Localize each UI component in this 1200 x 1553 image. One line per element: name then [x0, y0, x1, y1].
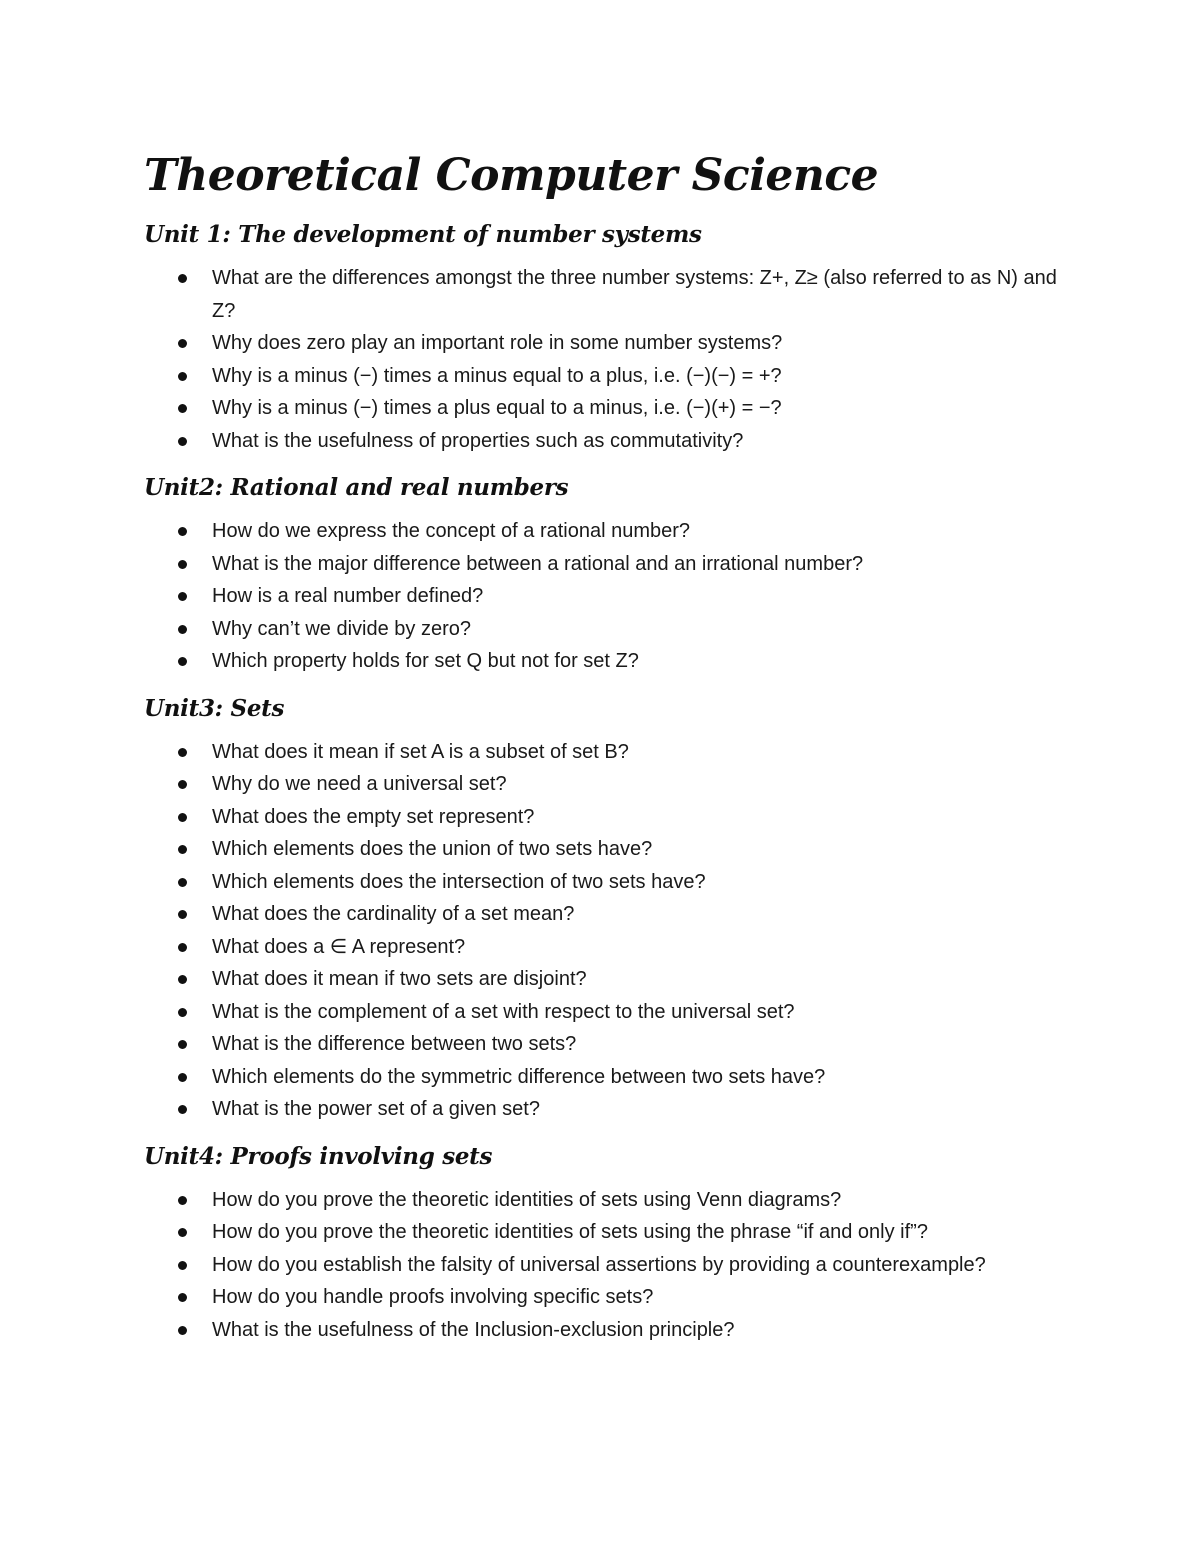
- list-item-text: Why is a minus (−) times a plus equal to a minus, i.e. (−)(+) = −?: [212, 397, 782, 419]
- list-item: [144, 736, 1080, 769]
- list-item-text: What is the power set of a given set?: [212, 1098, 540, 1120]
- list-item: [144, 580, 1080, 613]
- bullet-icon: [178, 1073, 187, 1082]
- bullet-icon: [178, 910, 187, 919]
- list-item: [144, 866, 1080, 899]
- list-item: [144, 996, 1080, 1029]
- list-item: [144, 1314, 1080, 1347]
- list-item-text: What does it mean if two sets are disjoint?: [212, 968, 587, 990]
- list-item-text: What is the difference between two sets?: [212, 1033, 577, 1055]
- list-item: [144, 613, 1080, 646]
- list-item-text: How is a real number defined?: [212, 585, 484, 607]
- list-item-text: Why can’t we divide by zero?: [212, 617, 472, 640]
- bullet-icon: [178, 1228, 187, 1237]
- list-item: [144, 1184, 1080, 1217]
- list-item-text: How do we express the concept of a rational number?: [212, 520, 691, 542]
- bullet-icon: [178, 527, 187, 536]
- section-heading: Unit2: Rational and real numbers: [144, 474, 569, 501]
- list-item: [144, 931, 1080, 964]
- list-item-text: Why do we need a universal set?: [212, 773, 507, 795]
- bullet-icon: [178, 592, 187, 601]
- list-item-text: What does a ∈ A represent?: [212, 935, 466, 958]
- bullet-icon: [178, 1261, 187, 1270]
- bullet-icon: [178, 1040, 187, 1049]
- list-item: [144, 360, 1080, 393]
- list-item: [144, 1093, 1080, 1126]
- bullet-icon: [178, 943, 187, 952]
- bullet-icon: [178, 404, 187, 413]
- bullet-list: [144, 736, 1080, 1126]
- list-item: [144, 515, 1080, 548]
- list-item: [144, 1028, 1080, 1061]
- list-item-text: Why does zero play an important role in some number systems?: [212, 332, 783, 354]
- list-item: [144, 963, 1080, 996]
- bullet-icon: [178, 1105, 187, 1114]
- list-item-text: How do you prove the theoretic identities of sets using Venn diagrams?: [212, 1188, 842, 1211]
- list-item-text: What is the complement of a set with respect to the universal set?: [212, 1000, 795, 1023]
- list-item: [144, 262, 1080, 327]
- bullet-icon: [178, 274, 187, 283]
- list-item: [144, 898, 1080, 931]
- list-item-text: Which property holds for set Q but not for set Z?: [212, 650, 639, 672]
- bullet-icon: [178, 437, 187, 446]
- bullet-icon: [178, 339, 187, 348]
- list-item: [144, 1216, 1080, 1249]
- list-item: [144, 1281, 1080, 1314]
- bullet-icon: [178, 780, 187, 789]
- list-item: [144, 833, 1080, 866]
- list-item-text: Which elements does the intersection of two sets have?: [212, 870, 706, 893]
- bullet-icon: [178, 748, 187, 757]
- list-item-text: What does it mean if set A is a subset of set B?: [212, 740, 629, 763]
- list-item-text: What is the usefulness of properties such as commutativity?: [212, 429, 744, 452]
- section-heading: Unit4: Proofs involving sets: [144, 1142, 493, 1170]
- list-item-text: How do you establish the falsity of universal assertions by providing a counterexample?: [212, 1253, 986, 1276]
- list-item: [144, 768, 1080, 801]
- bullet-icon: [178, 1326, 187, 1335]
- list-item-text: Why is a minus (−) times a minus equal to a plus, i.e. (−)(−) = +?: [212, 364, 782, 387]
- list-item-text: What is the major difference between a rational and an irrational number?: [212, 552, 864, 575]
- list-item: [144, 645, 1080, 678]
- list-item-text: What does the empty set represent?: [212, 805, 535, 828]
- bullet-icon: [178, 560, 187, 569]
- list-item-text: Which elements does the union of two sets have?: [212, 838, 653, 860]
- document-title: Theoretical Computer Science: [144, 150, 879, 201]
- bullet-icon: [178, 878, 187, 887]
- list-item-text: Which elements do the symmetric difference between two sets have?: [212, 1065, 826, 1088]
- bullet-icon: [178, 1196, 187, 1205]
- bullet-icon: [178, 1008, 187, 1017]
- list-item-text: What does the cardinality of a set mean?: [212, 903, 575, 925]
- bullet-list: [144, 262, 1080, 457]
- bullet-list: [144, 1184, 1080, 1347]
- bullet-icon: [178, 372, 187, 381]
- bullet-icon: [178, 845, 187, 854]
- list-item: [144, 425, 1080, 458]
- list-item-text: How do you prove the theoretic identities of sets using the phrase “if and only if”?: [212, 1221, 928, 1243]
- section-heading: Unit 1: The development of number systems: [144, 221, 702, 248]
- list-item-text: What is the usefulness of the Inclusion-exclusion principle?: [212, 1318, 735, 1341]
- list-item-text: What are the differences amongst the three number systems: Z+, Z≥ (also referred to as N) and Z?: [212, 267, 1057, 322]
- bullet-icon: [178, 625, 187, 634]
- bullet-icon: [178, 813, 187, 822]
- bullet-icon: [178, 657, 187, 666]
- list-item: [144, 1061, 1080, 1094]
- list-item: [144, 548, 1080, 581]
- list-item-text: How do you handle proofs involving specific sets?: [212, 1286, 654, 1308]
- list-item: [144, 801, 1080, 834]
- list-item: [144, 392, 1080, 425]
- list-item: [144, 327, 1080, 360]
- document-body: [144, 218, 1080, 1346]
- bullet-icon: [178, 1293, 187, 1302]
- section-heading: Unit3: Sets: [144, 694, 285, 722]
- bullet-list: [144, 515, 1080, 678]
- list-item: [144, 1249, 1080, 1282]
- bullet-icon: [178, 975, 187, 984]
